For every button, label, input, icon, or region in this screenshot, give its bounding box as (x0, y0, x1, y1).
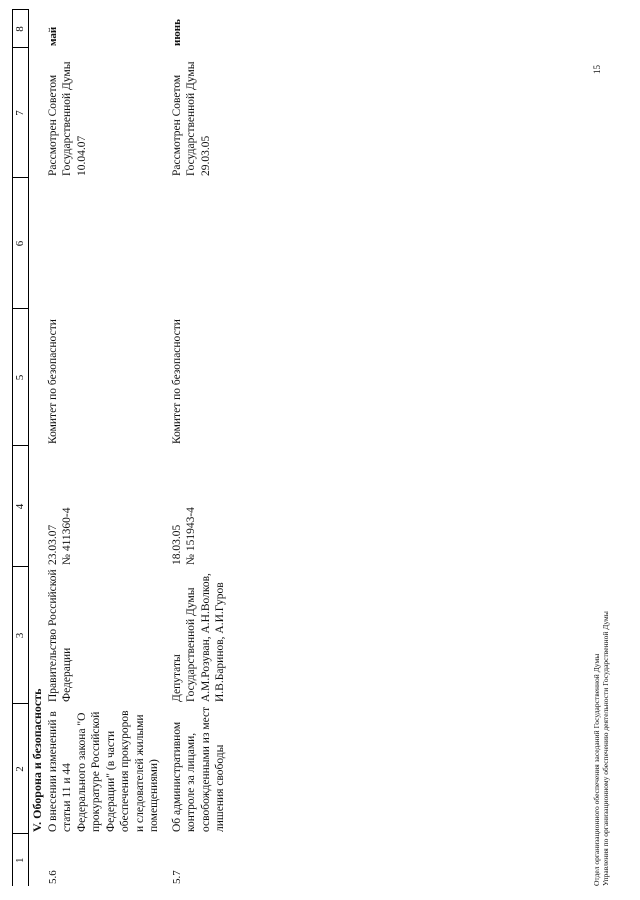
footer-line: Отдел организационного обеспечения заседаний Государственной Думы (592, 653, 601, 886)
bill-subject: Правительство Российской Федерации (46, 569, 73, 702)
responsible-committee: Комитет по безопасности (170, 319, 183, 444)
column-header-row (13, 10, 29, 886)
row-number: 5.7 (170, 870, 183, 884)
bill-title: О внесении изменений в статьи 11 и 44 Федерального закона "О прокуратуре Российской Федерации" (в части обеспечения прокуроров и следователей жилыми помещениями) (46, 710, 160, 832)
table-row (46, 10, 162, 886)
bill-subject: Депутаты Государственной Думы А.М.Розуван, А.Н.Волков, И.В.Баринов, А.И.Гуров (170, 573, 226, 702)
column-header: 6 (13, 178, 29, 309)
bill-registration: 23.03.07 № 411360-4 (46, 507, 73, 565)
bill-registration: 18.03.05 № 151943-4 (170, 507, 197, 565)
section-title: V. Оборона и безопасность (30, 688, 44, 832)
page-number: 15 (592, 65, 602, 74)
table-row (170, 10, 228, 886)
planned-month: июнь (170, 19, 183, 46)
bills-table (12, 10, 228, 887)
column-header: 1 (13, 834, 29, 886)
column-header: 5 (13, 309, 29, 446)
bill-status: Рассмотрен Советом Государственной Думы 29.03.05 (170, 61, 212, 176)
section-row (29, 10, 46, 886)
column-6-value (170, 178, 228, 309)
row-number: 5.6 (46, 870, 59, 884)
page-footer (592, 186, 610, 886)
column-header: 7 (13, 48, 29, 178)
column-header: 4 (13, 446, 29, 567)
column-header: 8 (13, 10, 29, 48)
responsible-committee: Комитет по безопасности (46, 319, 59, 444)
planned-month: май (46, 26, 59, 46)
bill-title: Об административном контроле за лицами, освобожденными из мест лишения свободы (170, 706, 226, 832)
bill-status: Рассмотрен Советом Государственной Думы 10.04.07 (46, 61, 88, 176)
column-header: 3 (13, 567, 29, 704)
column-6-value (46, 178, 162, 309)
footer-line: Управления по организационному обеспечению деятельности Государственной Думы (601, 611, 610, 886)
column-header: 2 (13, 704, 29, 834)
